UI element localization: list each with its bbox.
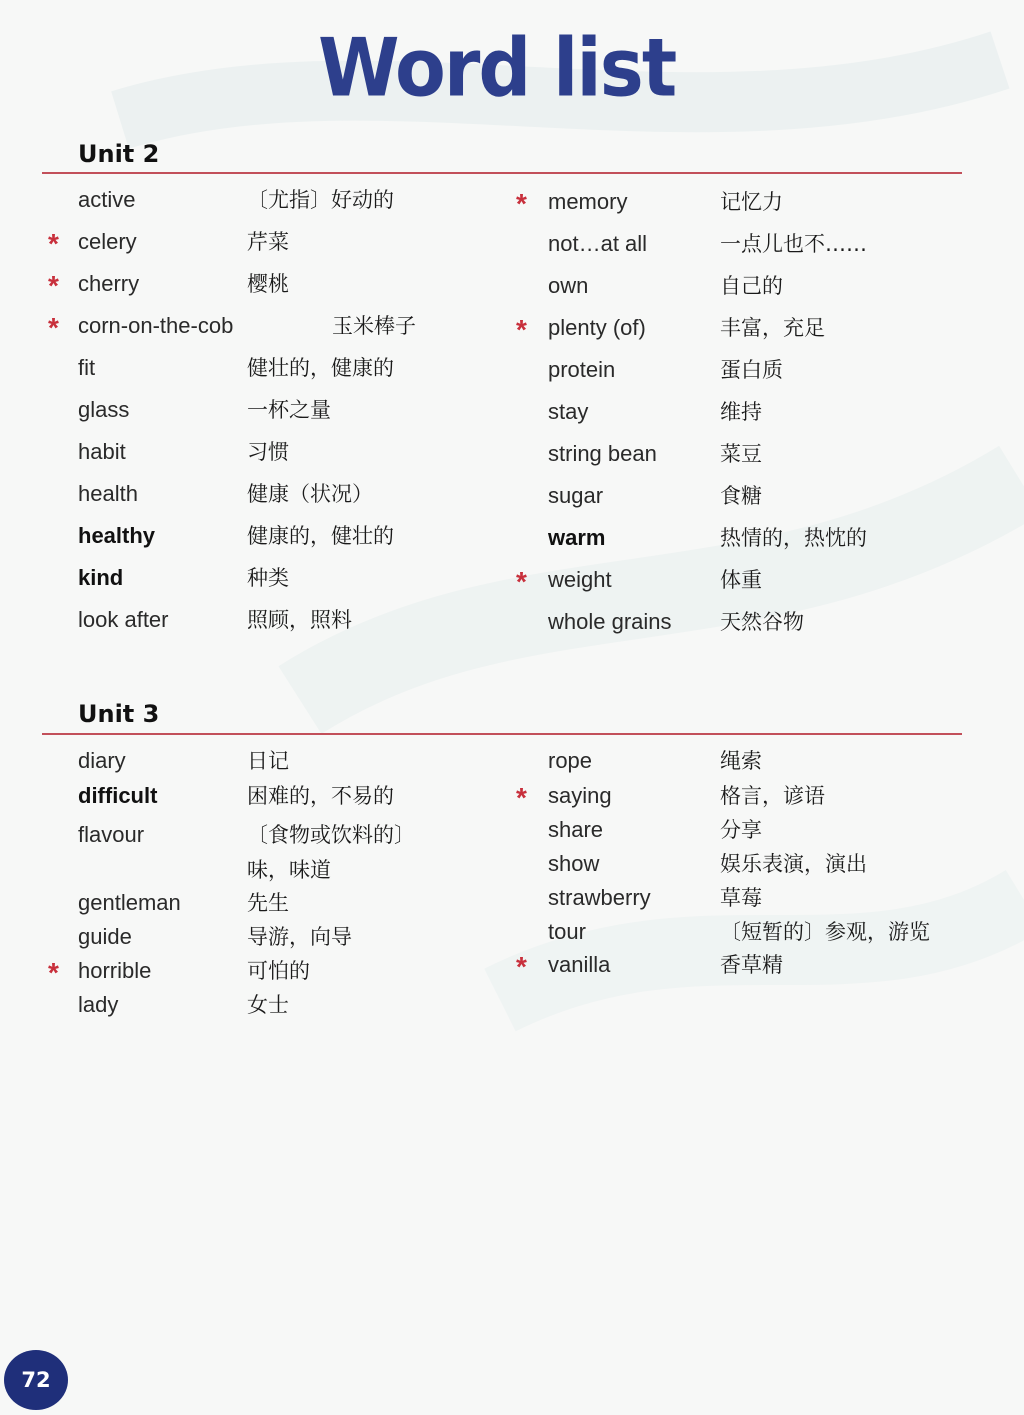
vocab-word: own	[548, 273, 589, 298]
vocab-word: kind	[78, 565, 124, 590]
vocab-meaning: 香草精	[720, 953, 783, 977]
unit-divider-rule	[42, 172, 962, 174]
vocab-meaning: 一杯之量	[247, 398, 331, 422]
vocab-meaning: 草莓	[720, 886, 762, 910]
vocab-word: weight	[548, 567, 612, 592]
vocab-meaning: 天然谷物	[720, 610, 804, 634]
vocab-meaning: 绳索	[720, 749, 762, 773]
vocab-meaning: 习惯	[247, 440, 289, 464]
vocab-word: share	[548, 817, 604, 842]
star-marker: *	[48, 270, 59, 301]
star-marker: *	[516, 782, 527, 813]
vocab-word: memory	[548, 189, 628, 214]
vocab-meaning: 丰富，充足	[720, 316, 825, 340]
vocab-meaning: 味，味道	[247, 858, 331, 882]
vocab-meaning: 格言，谚语	[720, 784, 825, 808]
vocab-word: strawberry	[548, 885, 651, 910]
vocab-meaning: 自己的	[720, 274, 783, 298]
star-marker: *	[516, 188, 527, 219]
vocab-word: string bean	[548, 441, 657, 466]
vocab-word: corn-on-the-cob	[78, 313, 234, 338]
star-marker: *	[48, 228, 59, 259]
vocab-word: show	[548, 851, 600, 876]
vocab-meaning: 健康（状况）	[247, 482, 373, 506]
page-title: Word list	[318, 22, 676, 115]
vocab-meaning: 蛋白质	[720, 358, 783, 382]
vocab-word: lady	[78, 992, 119, 1017]
vocab-word: warm	[548, 525, 606, 550]
vocab-word: saying	[548, 783, 612, 808]
vocab-meaning: 先生	[247, 891, 289, 915]
vocab-meaning: 照顾，照料	[247, 608, 352, 632]
vocab-meaning: 菜豆	[720, 442, 762, 466]
vocab-meaning: 樱桃	[247, 272, 289, 296]
vocab-word: look after	[78, 607, 169, 632]
unit-title: Unit 3	[78, 700, 160, 728]
vocab-word: plenty (of)	[548, 315, 646, 340]
vocab-word: flavour	[78, 822, 145, 847]
vocab-meaning: 玉米棒子	[332, 314, 416, 338]
vocab-word: stay	[548, 399, 589, 424]
vocab-word: glass	[78, 397, 130, 422]
vocab-meaning: 分享	[720, 818, 762, 842]
vocab-word: vanilla	[548, 952, 611, 977]
star-marker: *	[48, 957, 59, 988]
vocab-meaning: 〔尤指〕好动的	[247, 188, 394, 212]
vocab-word: active	[78, 187, 136, 212]
vocab-word: healthy	[78, 523, 156, 548]
vocab-meaning: 芹菜	[247, 230, 289, 254]
vocab-word: whole grains	[548, 609, 672, 634]
vocab-word: health	[78, 481, 138, 506]
vocab-word: gentleman	[78, 890, 181, 915]
vocab-word: diary	[78, 748, 126, 773]
vocab-word: cherry	[78, 271, 140, 296]
vocab-meaning: 〔短暂的〕参观，游览	[720, 920, 930, 944]
vocab-word: protein	[548, 357, 616, 382]
vocab-meaning: 〔食物或饮料的〕	[247, 823, 415, 847]
vocab-meaning: 娱乐表演，演出	[720, 852, 867, 876]
vocab-word: habit	[78, 439, 126, 464]
vocab-word: fit	[78, 355, 96, 380]
vocab-word: tour	[548, 919, 586, 944]
unit-divider-rule	[42, 733, 962, 735]
vocab-meaning: 维持	[720, 400, 762, 424]
star-marker: *	[516, 314, 527, 345]
vocab-word: rope	[548, 748, 593, 773]
unit-title: Unit 2	[78, 140, 160, 168]
vocab-word: sugar	[548, 483, 604, 508]
vocab-word: difficult	[78, 783, 158, 808]
vocab-meaning: 健壮的，健康的	[247, 356, 394, 380]
star-marker: *	[516, 566, 527, 597]
vocab-meaning: 健康的，健壮的	[247, 524, 394, 548]
vocab-meaning: 困难的，不易的	[247, 784, 394, 808]
vocab-meaning: 食糖	[720, 484, 762, 508]
page-number-badge: 72	[4, 1350, 68, 1410]
vocab-meaning: 种类	[247, 566, 289, 590]
vocab-meaning: 一点儿也不……	[720, 232, 867, 256]
vocab-word: celery	[78, 229, 137, 254]
vocab-meaning: 体重	[720, 568, 762, 592]
vocab-meaning: 日记	[247, 749, 289, 773]
vocab-word: horrible	[78, 958, 152, 983]
vocab-word: not…at all	[548, 231, 648, 256]
vocab-word: guide	[78, 924, 132, 949]
vocab-meaning: 可怕的	[247, 959, 310, 983]
star-marker: *	[516, 951, 527, 982]
star-marker: *	[48, 312, 59, 343]
vocab-meaning: 热情的，热忱的	[720, 526, 867, 550]
vocab-meaning: 记忆力	[720, 190, 783, 214]
vocab-meaning: 导游，向导	[247, 925, 352, 949]
vocab-meaning: 女士	[247, 993, 289, 1017]
